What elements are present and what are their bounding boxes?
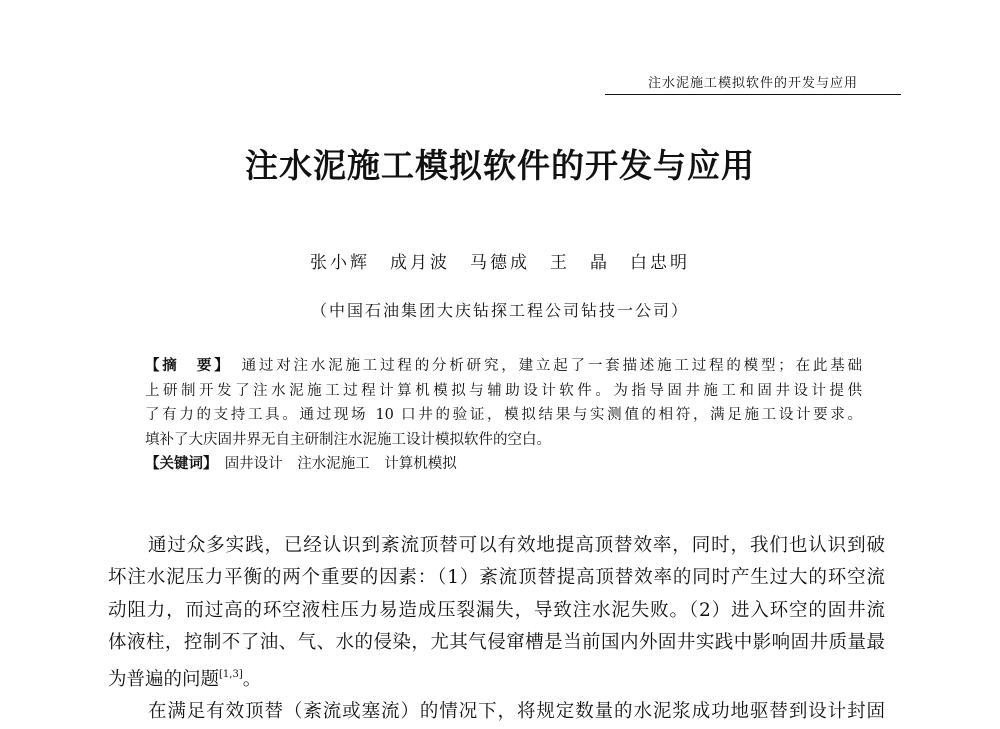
keywords bbox=[145, 452, 862, 477]
body-line: 动阻力，而过高的环空液柱压力易造成压裂漏失，导致注水泥失败。（2）进入环空的固井流 bbox=[108, 599, 885, 621]
running-header: 注水泥施工模拟软件的开发与应用 bbox=[605, 72, 901, 95]
body-line: 体液柱，控制不了油、气、水的侵染，尤其气侵窜槽是当前国内外固井实践中影响固井质量最 bbox=[108, 631, 885, 653]
keywords-text: 固井设计 注水泥施工 计算机模拟 bbox=[224, 456, 457, 473]
abstract-line: 【摘 要】 通过对注水泥施工过程的分析研究，建立起了一套描述施工过程的模型；在此基础 bbox=[145, 358, 863, 374]
paper-title: 注水泥施工模拟软件的开发与应用 bbox=[245, 146, 755, 185]
abstract bbox=[145, 354, 862, 477]
authors: 张小辉 成月波 马德成 王 晶 白忠明 bbox=[310, 253, 690, 273]
body-line: 坏注水泥压力平衡的两个重要的因素：（1）紊流顶替提高顶替效率的同时产生过大的环空流 bbox=[108, 567, 885, 589]
affiliation: （中国石油集团大庆钻探工程公司钻技一公司） bbox=[310, 301, 689, 320]
abstract-line: 填补了大庆固井界无自主研制注水泥施工设计模拟软件的空白。 bbox=[145, 431, 551, 448]
abstract-line: 了有力的支持工具。通过现场 10 口井的验证，模拟结果与实测值的相符，满足施工设计要求。 bbox=[145, 407, 862, 424]
body-line: 通过众多实践，已经认识到紊流顶替可以有效地提高顶替效率，同时，我们也认识到破 bbox=[148, 535, 885, 556]
abstract-label: 【摘 要】 bbox=[145, 358, 225, 374]
citation: [1,3] bbox=[219, 669, 243, 681]
abstract-line: 上研制开发了注水泥施工过程计算机模拟与辅助设计软件。为指导固井施工和固井设计提供 bbox=[145, 382, 862, 399]
body-line: 在满足有效顶替（紊流或塞流）的情况下，将规定数量的水泥浆成功地驱替到设计封固 bbox=[148, 701, 885, 723]
body-line: 为普遍的问题[1,3]。 bbox=[108, 669, 262, 691]
keywords-label: 【关键词】 bbox=[145, 456, 211, 473]
body-text bbox=[108, 530, 885, 729]
